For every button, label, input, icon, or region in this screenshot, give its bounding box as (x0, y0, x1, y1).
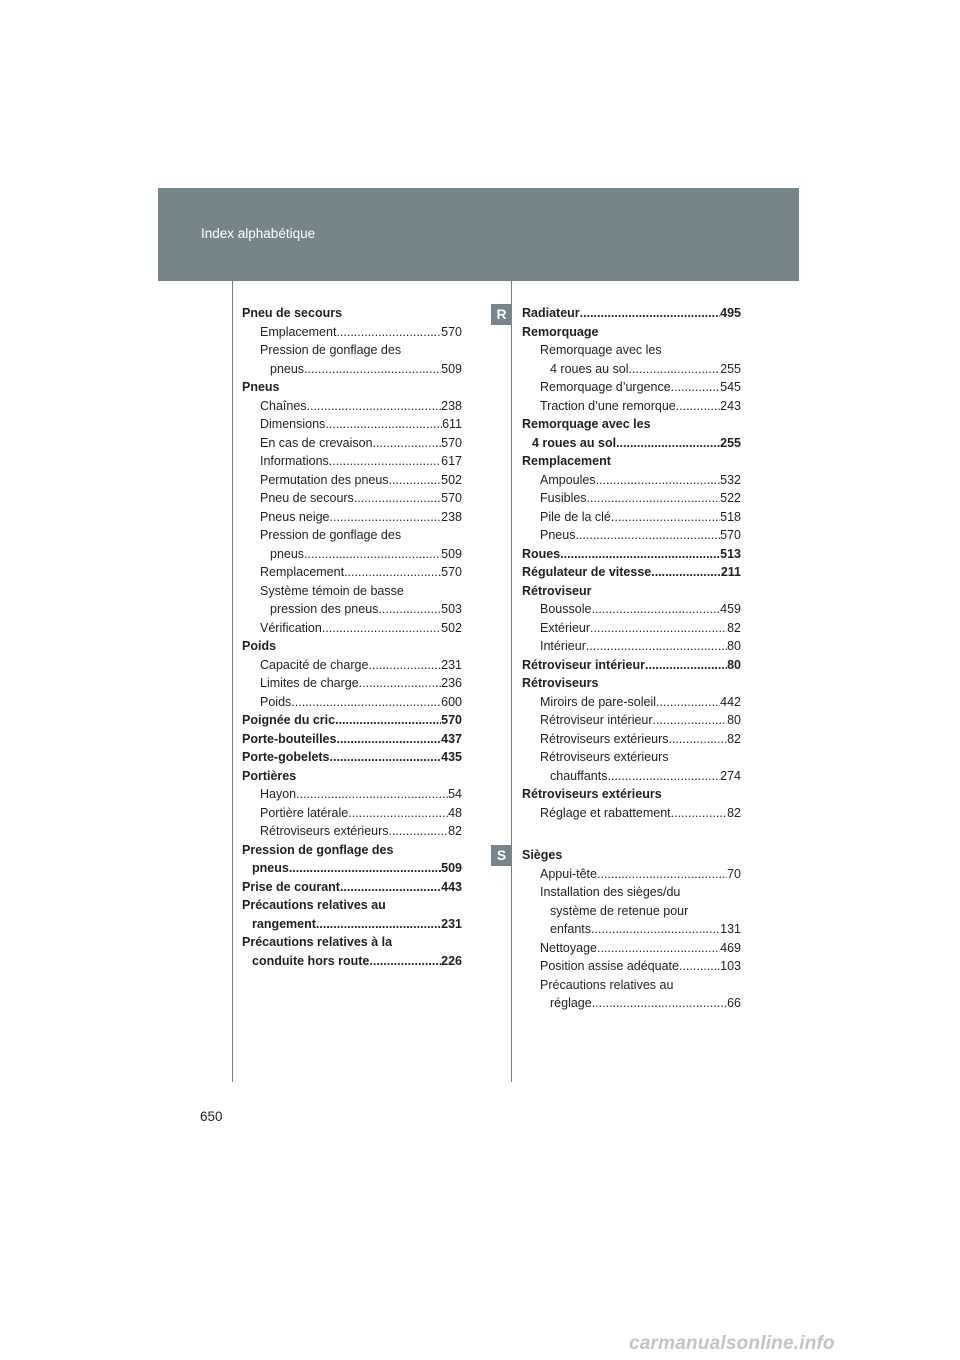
dot-leader (616, 434, 720, 453)
entry-page-number: 509 (441, 861, 462, 875)
index-entry (522, 865, 741, 884)
entry-label: pneus (270, 546, 305, 561)
entry-page-number: 469 (720, 940, 741, 955)
entry-page-number: 522 (720, 491, 741, 505)
entry-page-number: 82 (727, 731, 741, 746)
index-entry (522, 397, 741, 416)
index-entry (242, 748, 462, 767)
index-entry (242, 619, 462, 638)
dot-leader (344, 563, 441, 582)
dot-leader (325, 415, 442, 434)
index-entry (522, 471, 741, 490)
entry-label: Pneus (540, 528, 576, 542)
dot-leader (348, 804, 448, 823)
entry-label: Radiateur (522, 306, 580, 320)
entry-page-number: 66 (727, 996, 741, 1010)
entry-page-number: 231 (441, 916, 462, 931)
dot-leader (676, 397, 720, 416)
dot-leader (296, 785, 448, 804)
entry-page-number: 80 (727, 639, 741, 653)
dot-leader (671, 804, 727, 823)
entry-page-number: 131 (720, 922, 741, 936)
dot-leader (359, 674, 441, 693)
entry-page-number: 48 (448, 805, 462, 820)
entry-label: Boussole (540, 602, 592, 616)
dot-leader (389, 822, 449, 841)
entry-page-number: 54 (448, 787, 462, 801)
entry-page-number: 442 (720, 694, 741, 709)
entry-label: Ampoules (540, 472, 596, 487)
page-number: 650 (200, 1109, 223, 1124)
entry-page-number: 82 (727, 620, 741, 635)
entry-page-number: 236 (441, 676, 462, 690)
index-entry (242, 915, 462, 934)
entry-page-number: 600 (441, 694, 462, 709)
entry-page-number: 437 (441, 731, 462, 746)
index-entry: Pression de gonflage des (242, 842, 394, 857)
index-entry: Remorquage avec les (522, 417, 651, 431)
index-entry (242, 711, 462, 730)
entry-page-number: 509 (441, 361, 462, 376)
entry-label: Roues (522, 546, 561, 561)
entry-label: conduite hors route (252, 953, 370, 968)
entry-label: Position assise adéquate (540, 959, 679, 973)
entry-page-number: 70 (727, 866, 741, 881)
dot-leader (330, 508, 442, 527)
entry-label: Vérification (260, 620, 322, 635)
index-entry (522, 957, 741, 976)
index-entry (242, 878, 462, 897)
dot-leader (373, 434, 442, 453)
dot-leader (335, 711, 441, 730)
index-entry (522, 656, 741, 675)
dot-leader (291, 693, 441, 712)
dot-leader (304, 360, 441, 379)
entry-label: enfants (550, 922, 592, 936)
dot-leader (645, 656, 727, 675)
index-entry (522, 920, 741, 939)
index-entry: Portières (242, 768, 297, 783)
dot-leader (596, 471, 721, 490)
entry-label: Réglage et rabattement (540, 805, 671, 820)
entry-label: Traction d’une remorque (540, 398, 676, 413)
dot-leader (669, 730, 728, 749)
dot-leader (316, 915, 441, 934)
index-entry (522, 600, 741, 619)
index-entry (522, 489, 741, 508)
right-column-rule (511, 281, 512, 1082)
dot-leader (671, 378, 721, 397)
index-entry (242, 656, 462, 675)
entry-label: Rétroviseur intérieur (522, 657, 645, 672)
index-entry (522, 767, 741, 786)
entry-page-number: 103 (720, 959, 741, 973)
section-title: Index alphabétique (201, 226, 316, 241)
index-entry (242, 674, 462, 693)
dot-leader (597, 939, 720, 958)
index-entry (242, 952, 462, 971)
index-entry (242, 822, 462, 841)
entry-label: pneus (252, 861, 289, 875)
entry-page-number: 274 (720, 768, 741, 783)
entry-label: Capacité de charge (260, 657, 369, 672)
entry-label: Limites de charge (260, 676, 359, 690)
index-entry: Rétroviseurs extérieurs (540, 750, 669, 764)
entry-label: Pile de la clé (540, 509, 611, 524)
header-band (158, 188, 799, 281)
dot-leader (629, 360, 721, 379)
index-column-right-s (522, 846, 741, 1013)
dot-leader (336, 323, 441, 342)
index-entry (242, 471, 462, 490)
index-entry (522, 434, 741, 453)
index-entry (242, 563, 462, 582)
entry-label: Remorquage d’urgence (540, 380, 671, 394)
index-entry: Installation des sièges/du (540, 885, 681, 899)
entry-label: Extérieur (540, 620, 591, 635)
index-entry (242, 397, 462, 416)
entry-label: Emplacement (260, 324, 337, 339)
entry-page-number: 211 (720, 565, 741, 579)
index-entry (522, 508, 741, 527)
entry-label: Porte-gobelets (242, 750, 330, 764)
entry-page-number: 80 (727, 713, 741, 727)
index-entry (522, 563, 741, 582)
entry-label: Porte-bouteilles (242, 731, 337, 746)
entry-page-number: 570 (441, 565, 462, 579)
left-column-rule (232, 281, 233, 1082)
entry-page-number: 570 (441, 491, 462, 505)
dot-leader (590, 619, 727, 638)
entry-page-number: 238 (441, 509, 462, 524)
index-entry: Pneu de secours (242, 306, 343, 320)
entry-page-number: 617 (441, 454, 462, 468)
entry-page-number: 545 (720, 380, 741, 394)
dot-leader (607, 767, 720, 786)
index-entry (522, 378, 741, 397)
dot-leader (322, 619, 441, 638)
index-entry: Remplacement (522, 454, 611, 468)
entry-page-number: 443 (441, 879, 462, 894)
dot-leader (330, 748, 442, 767)
entry-label: Appui-tête (540, 866, 597, 881)
index-entry: Sièges (522, 848, 563, 862)
entry-label: Régulateur de vitesse (522, 565, 652, 579)
index-entry: Système témoin de basse (260, 583, 404, 598)
index-entry (522, 711, 741, 730)
index-entry (242, 434, 462, 453)
dot-leader (560, 545, 720, 564)
dot-leader (336, 730, 441, 749)
dot-leader (329, 452, 441, 471)
entry-page-number: 82 (727, 805, 741, 820)
index-entry (522, 526, 741, 545)
dot-leader (656, 693, 720, 712)
index-entry: Rétroviseurs extérieurs (522, 787, 662, 801)
index-entry (242, 452, 462, 471)
index-entry (242, 323, 462, 342)
entry-page-number: 502 (441, 472, 462, 487)
index-entry: Précautions relatives au (540, 977, 674, 992)
index-entry (522, 994, 741, 1013)
dot-leader (591, 920, 720, 939)
entry-label: Poids (260, 694, 292, 709)
entry-label: rangement (252, 916, 316, 931)
entry-page-number: 231 (441, 657, 462, 672)
dot-leader (304, 545, 441, 564)
dot-leader (354, 489, 441, 508)
index-entry (242, 859, 462, 878)
dot-leader (591, 600, 720, 619)
index-entry (522, 619, 741, 638)
dot-leader (586, 637, 727, 656)
dot-leader (597, 865, 727, 884)
dot-leader (653, 711, 728, 730)
index-entry: Pneus (242, 380, 280, 394)
entry-page-number: 82 (448, 824, 462, 838)
entry-label: Nettoyage (540, 940, 597, 955)
dot-leader (368, 656, 441, 675)
entry-label: 4 roues au sol (532, 435, 617, 450)
index-entry (522, 545, 741, 564)
entry-label: Prise de courant (242, 879, 340, 894)
entry-label: Rétroviseurs extérieurs (540, 731, 669, 746)
entry-label: Poignée du cric (242, 713, 336, 727)
entry-page-number: 611 (442, 417, 462, 431)
index-entry (242, 730, 462, 749)
index-entry (522, 637, 741, 656)
entry-page-number: 80 (727, 657, 741, 672)
index-entry: Précautions relatives à la (242, 935, 393, 949)
index-entry (522, 804, 741, 823)
index-entry: système de retenue pour (550, 903, 689, 918)
section-letter-r: R (491, 304, 512, 325)
entry-page-number: 459 (720, 602, 741, 616)
index-entry (242, 600, 462, 619)
entry-page-number: 570 (720, 528, 741, 542)
entry-label: Miroirs de pare-soleil (540, 694, 657, 709)
index-column-left (242, 304, 462, 970)
dot-leader (307, 397, 442, 416)
dot-leader (340, 878, 441, 897)
dot-leader (289, 859, 441, 878)
index-entry (242, 360, 462, 379)
entry-label: Chaînes (260, 398, 307, 413)
entry-page-number: 435 (441, 750, 462, 764)
index-entry (522, 360, 741, 379)
index-entry (522, 939, 741, 958)
dot-leader (587, 489, 721, 508)
dot-leader (651, 563, 721, 582)
entry-page-number: 243 (720, 398, 741, 413)
entry-page-number: 502 (441, 620, 462, 635)
entry-label: pression des pneus (270, 602, 379, 616)
index-entry (522, 693, 741, 712)
index-entry: Rétroviseurs (522, 676, 599, 690)
svg-text:carmanualsonline.info: carmanualsonline.info (629, 1333, 835, 1354)
dot-leader (580, 304, 720, 323)
index-entry: Rétroviseur (522, 583, 592, 598)
dot-leader (575, 526, 720, 545)
dot-leader (592, 994, 727, 1013)
index-column-right-r (522, 304, 741, 822)
entry-page-number: 570 (441, 713, 462, 727)
entry-page-number: 570 (441, 435, 462, 450)
entry-page-number: 238 (441, 398, 462, 413)
entry-page-number: 570 (441, 324, 462, 339)
index-entry (242, 508, 462, 527)
index-entry: Remorquage avec les (540, 343, 662, 357)
index-entry: Poids (242, 639, 277, 653)
entry-label: Pneu de secours (260, 491, 354, 505)
entry-page-number: 518 (720, 509, 741, 524)
entry-page-number: 255 (720, 361, 741, 376)
index-entry (242, 804, 462, 823)
index-entry (522, 304, 741, 323)
entry-page-number: 532 (720, 472, 741, 487)
entry-label: Rétroviseur intérieur (540, 713, 653, 727)
entry-page-number: 513 (720, 546, 741, 561)
index-entry (522, 730, 741, 749)
dot-leader (679, 957, 720, 976)
dot-leader (611, 508, 720, 527)
dot-leader (369, 952, 441, 971)
index-entry: Remorquage (522, 324, 599, 339)
index-entry: Pression de gonflage des (260, 343, 402, 357)
entry-page-number: 495 (720, 306, 741, 320)
entry-label: En cas de crevaison (260, 435, 373, 450)
entry-label: chauffants (550, 768, 608, 783)
index-entry: Pression de gonflage des (260, 528, 402, 542)
entry-label: Fusibles (540, 491, 587, 505)
entry-label: Portière latérale (260, 805, 349, 820)
entry-label: 4 roues au sol (550, 361, 629, 376)
index-entry (242, 693, 462, 712)
entry-page-number: 503 (441, 602, 462, 616)
entry-label: Permutation des pneus (260, 472, 389, 487)
dot-leader (389, 471, 442, 490)
index-entry (242, 545, 462, 564)
entry-label: Remplacement (260, 565, 345, 579)
entry-label: Hayon (260, 787, 297, 801)
index-entry (242, 489, 462, 508)
entry-page-number: 226 (441, 953, 462, 968)
entry-label: Intérieur (540, 639, 586, 653)
watermark-logo (629, 1331, 959, 1355)
entry-label: Informations (260, 454, 329, 468)
entry-label: réglage (550, 996, 592, 1010)
index-entry: Précautions relatives au (242, 898, 386, 912)
dot-leader (378, 600, 441, 619)
index-entry (242, 415, 462, 434)
entry-label: Pneus neige (260, 509, 330, 524)
index-entry (242, 785, 462, 804)
section-letter-s: S (491, 845, 512, 866)
entry-page-number: 509 (441, 546, 462, 561)
entry-label: Rétroviseurs extérieurs (260, 824, 389, 838)
entry-page-number: 255 (720, 435, 741, 450)
entry-label: Dimensions (260, 417, 326, 431)
entry-label: pneus (270, 361, 305, 376)
